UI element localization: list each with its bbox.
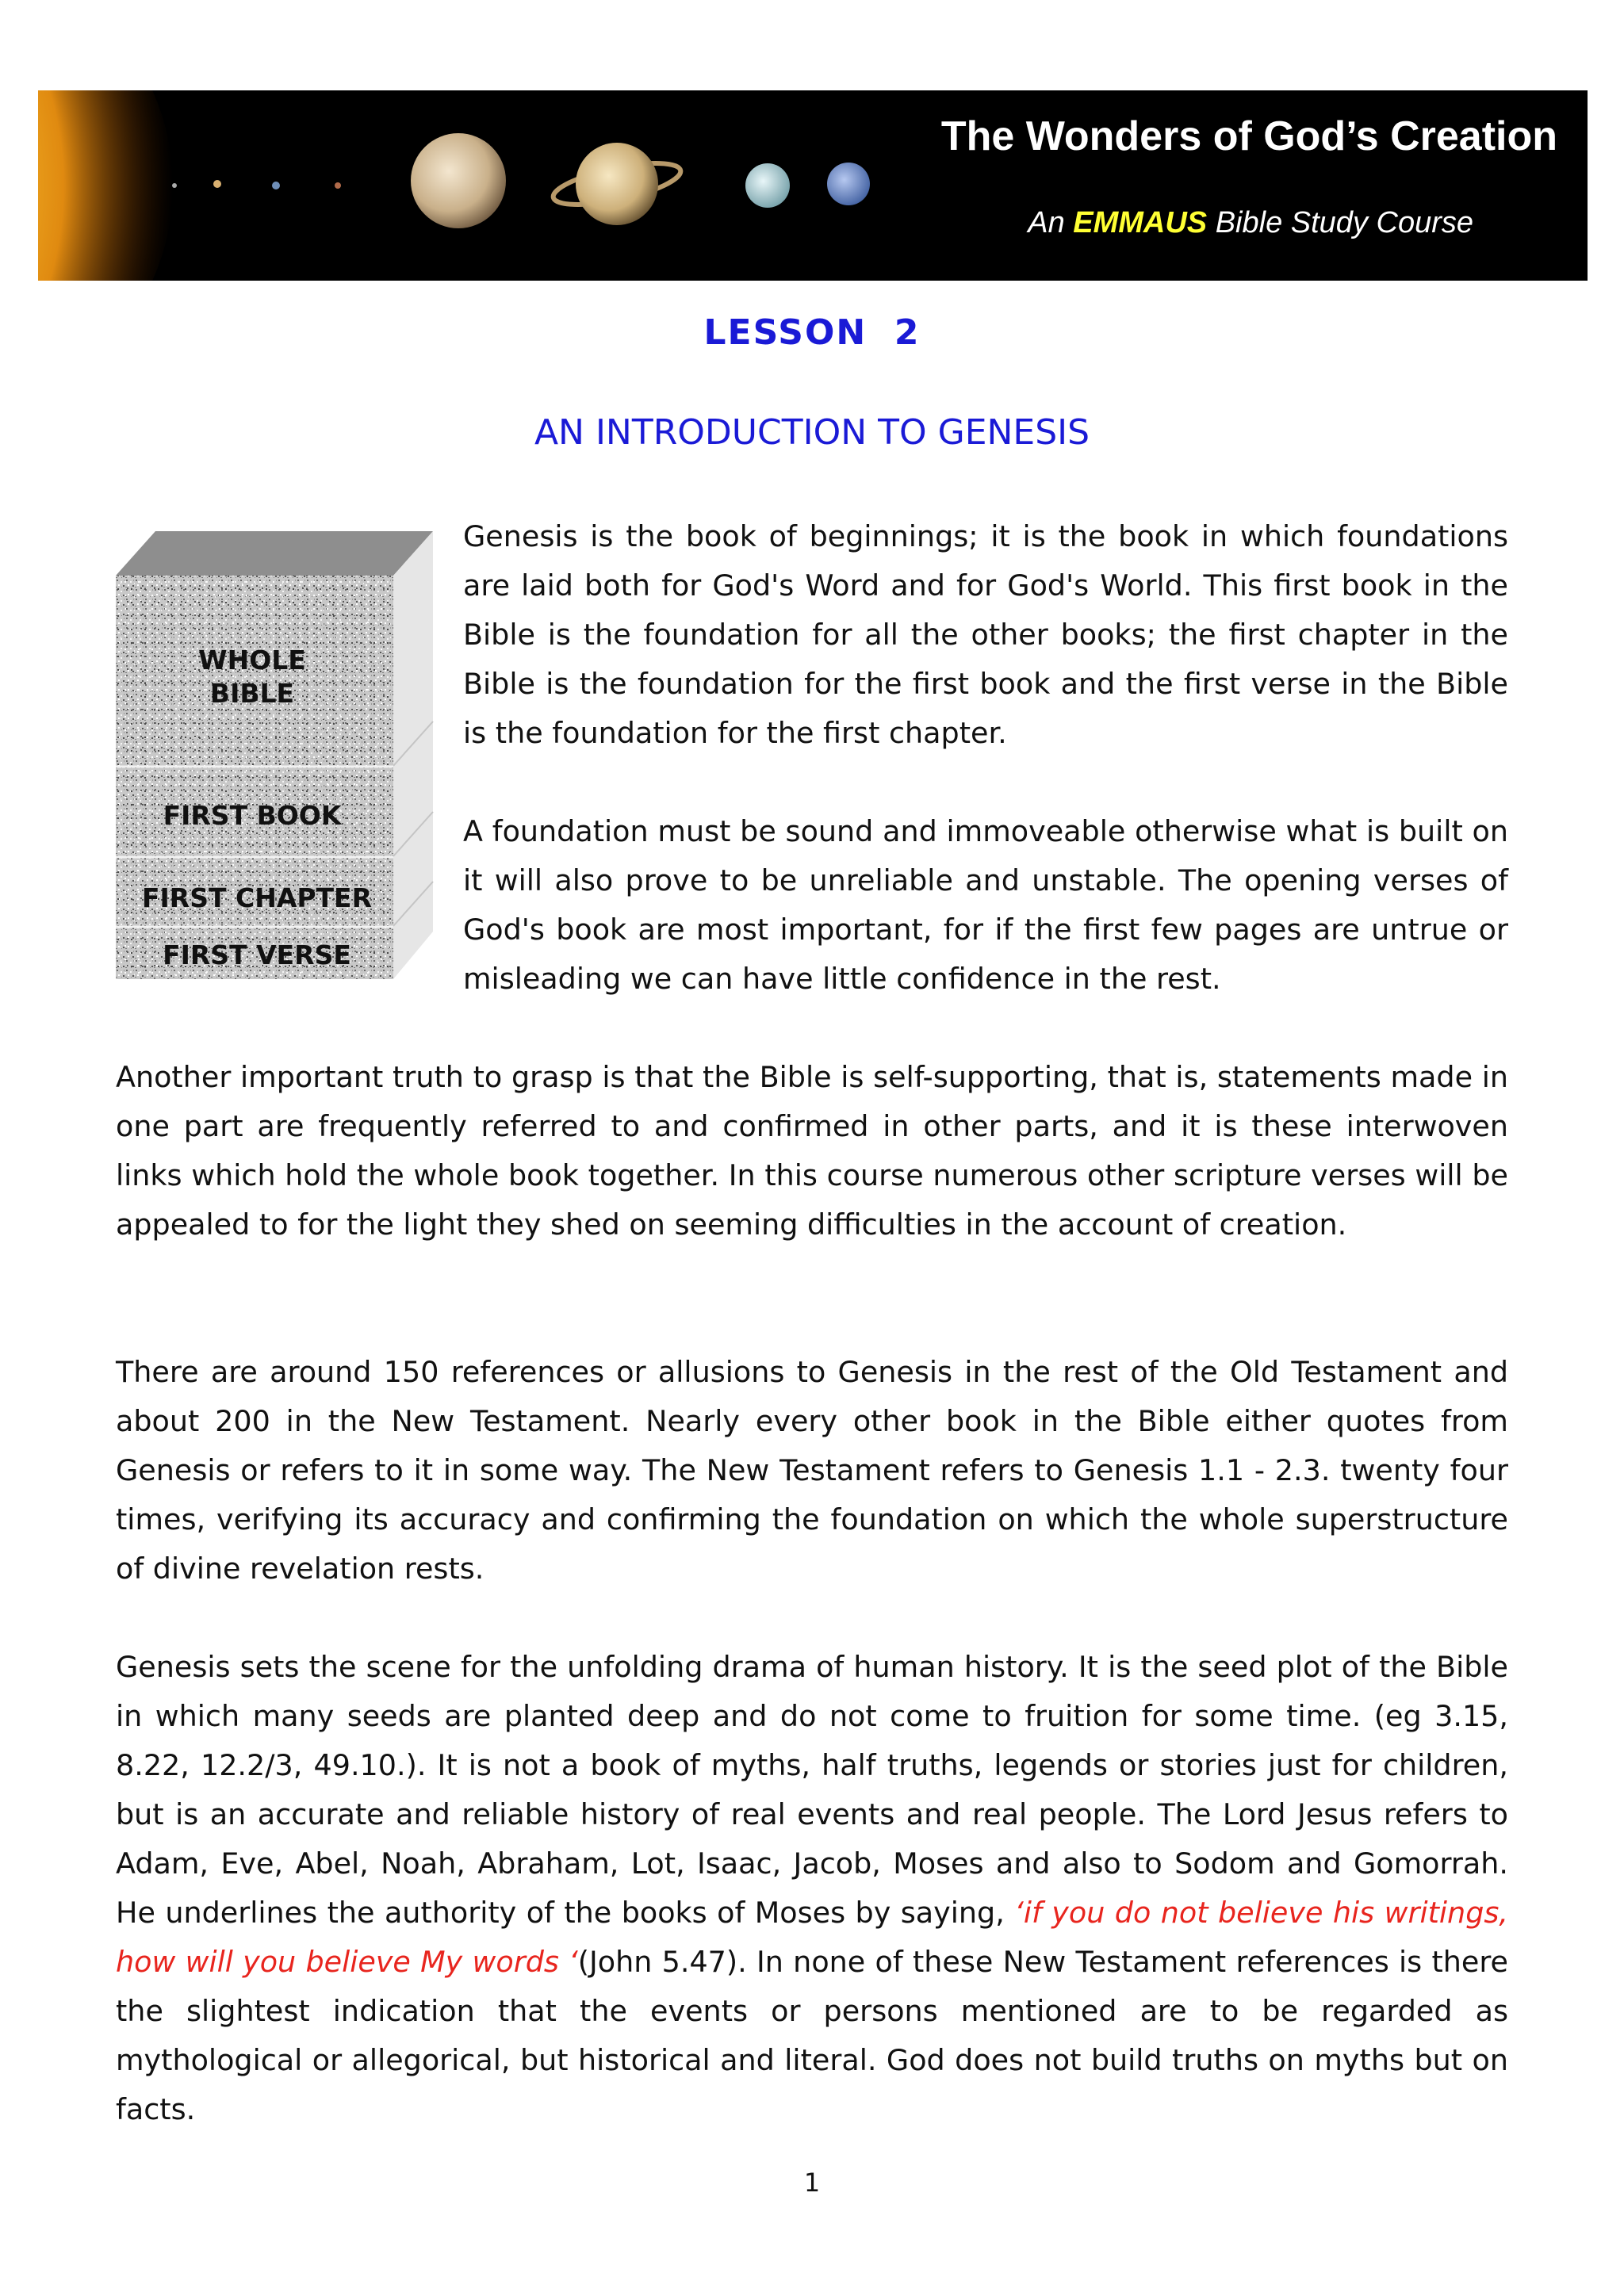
foundation-diagram [116, 531, 441, 983]
paragraph-5-text-a: Genesis sets the scene for the unfolding drama of human history. It is the seed plot of the Bible in which many seeds are planted deep and do not come to fruition for some time. (eg 3.15, 8.22, 12.2/3, 49.10.). It is not a book of myths, half truths, legends or stories just for children, but is an accurate and reliable history of real events and real people. The Lord Jesus refers to Adam, Eve, Abel, Noah, Abraham, Lot, Isaac, Jacob, Moses and also to Sodom and Gomorrah. He underlines the authority of the books of Moses by saying, [116, 1650, 1508, 1930]
sun-image [38, 90, 173, 281]
paragraph-5-text-b: (John 5.47). In none of these New Testament references is there the slightest indication that the events or persons mentioned are to be regarded as mythological or allegorical, but historical and literal. God does not build truths on myths but on facts. [116, 1945, 1508, 2126]
venus-image [213, 180, 221, 188]
scripture-quote: ‘if you do not believe his writings, how will you believe My words ‘ [116, 1896, 1508, 1979]
label-whole: WHOLE [198, 645, 306, 675]
label-first-book: FIRST BOOK [163, 800, 342, 831]
mars-image [335, 182, 341, 189]
header-banner [38, 90, 1588, 281]
section-title: AN INTRODUCTION TO GENESIS [534, 412, 1090, 453]
paragraph-2: A foundation must be sound and immoveable otherwise what is built on it will also prove to be unreliable and unstable. The opening verses of God's book are most important, for if the first few pages are untrue or misleading we can have little confidence in the rest. [463, 814, 1508, 996]
paragraph-3: Another important truth to grasp is that the Bible is self-supporting, that is, statements made in one part are frequently referred to and confirmed in other parts, and it is these interwoven links which hold the whole book together. In this course numerous other scripture verses will be appealed to for the light they shed on seeming difficulties in the account of creation. [116, 1060, 1508, 1242]
course-title: The Wonders of God’s Creation [940, 113, 1557, 159]
page-number: 1 [803, 2168, 821, 2198]
subtitle-emphasis: EMMAUS [1073, 206, 1208, 239]
label-bible: BIBLE [209, 678, 295, 709]
label-first-chapter: FIRST CHAPTER [141, 882, 373, 913]
subtitle-suffix: Bible Study Course [1207, 206, 1473, 239]
jupiter-image [411, 133, 506, 228]
course-subtitle [1028, 206, 1473, 240]
mercury-image [172, 183, 177, 188]
paragraph-4: There are around 150 references or allusions to Genesis in the rest of the Old Testament and about 200 in the New Testament. Nearly every other book in the Bible either quotes from Genesis or refers to it in some way. The New Testament refers to Genesis 1.1 - 2.3. twenty four times, verifying its accuracy and confirming the foundation on which the whole superstructure of divine revelation rests. [116, 1355, 1508, 1586]
label-first-verse: FIRST VERSE [163, 939, 351, 970]
subtitle-prefix: An [1028, 206, 1074, 239]
neptune-image [827, 163, 870, 205]
paragraph-1: Genesis is the book of beginnings; it is the book in which foundations are laid both for God's Word and for God's World. This first book in the Bible is the foundation for all the other books; the first chapter in the Bible is the foundation for the first book and the first verse in the Bible is the foundation for the first chapter. [463, 519, 1508, 750]
paragraph-5 [116, 1643, 1508, 2134]
diagram-side-face [393, 531, 433, 979]
uranus-image [745, 163, 790, 208]
earth-image [272, 182, 280, 189]
lesson-heading: LESSON 2 [703, 312, 921, 353]
diagram-top-face [116, 531, 433, 576]
